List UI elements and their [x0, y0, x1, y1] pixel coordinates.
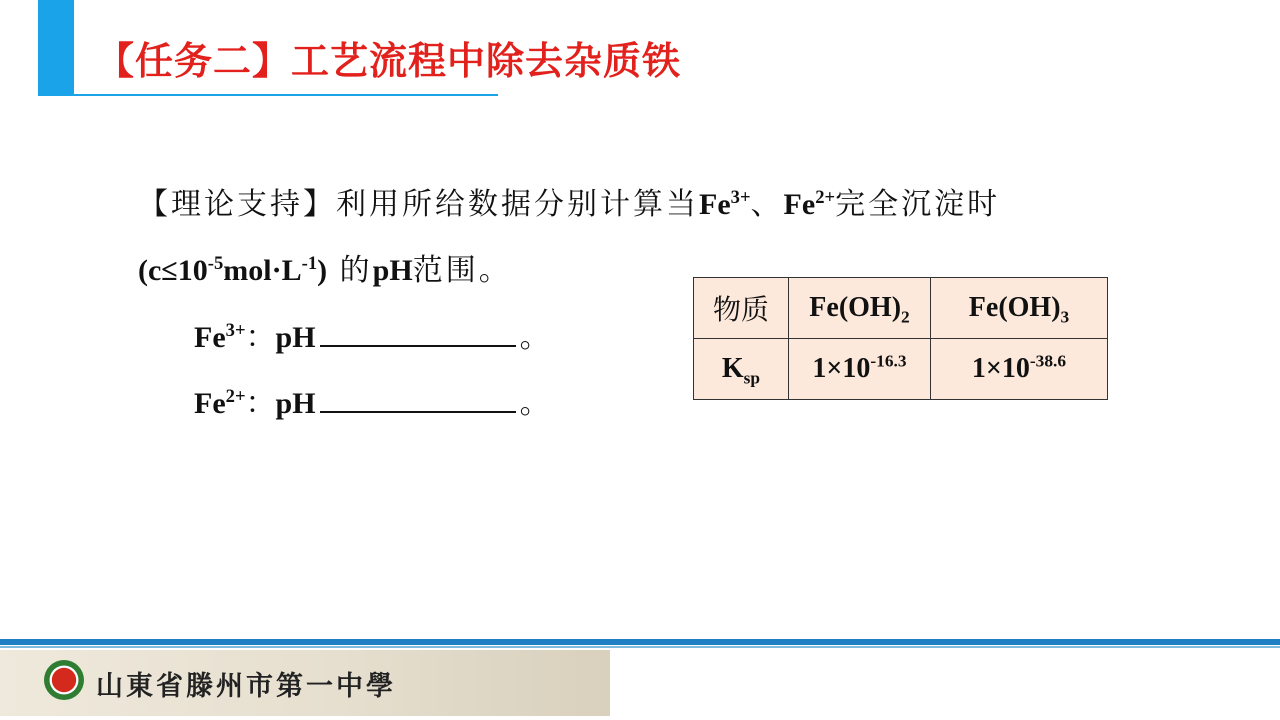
ksp-table-value-row	[694, 339, 1108, 400]
answer-fe3-period: 。	[519, 320, 550, 355]
fe-oh-3-subscript: 3	[1060, 307, 1070, 327]
ksp-fe-oh-3-exponent: -38.6	[1029, 351, 1067, 371]
cell-fe-oh-2	[789, 278, 931, 339]
answer-fe3-ph: pH	[275, 321, 316, 354]
answer-fe2-ion	[194, 387, 246, 421]
fe2-charge: 2+	[815, 187, 836, 208]
ksp-table-header-row	[694, 278, 1108, 339]
fe2-symbol: Fe	[783, 188, 816, 221]
intro-ph: pH	[372, 254, 413, 287]
ksp-subscript: sp	[743, 368, 761, 388]
answer-fe2-period: 。	[519, 386, 550, 421]
answer-fe2-colon: ：	[245, 386, 276, 421]
ksp-k: K	[721, 353, 744, 384]
fe-oh-3-formula: Fe(OH)	[968, 292, 1061, 323]
cell-fe-oh-3	[931, 278, 1108, 339]
fe3-charge: 3+	[730, 187, 751, 208]
condition-exp-2: -1	[301, 253, 318, 274]
intro-de: 的	[327, 253, 373, 288]
condition	[138, 254, 327, 287]
footer-rule-thin	[0, 646, 1280, 648]
school-logo-icon	[44, 660, 84, 700]
ksp-table	[693, 277, 1108, 400]
answer-fe2-ph: pH	[275, 387, 316, 420]
page-title: 【任务二】工艺流程中除去杂质铁	[96, 39, 682, 83]
ksp-fe-oh-3-mantissa: 1×10	[971, 353, 1030, 384]
answer-fe3-blank	[320, 343, 516, 347]
intro-separator: 、	[750, 187, 784, 222]
intro-line-1	[138, 172, 1138, 238]
answer-row-fe3	[194, 312, 550, 356]
answer-fe3-colon: ：	[245, 320, 276, 355]
condition-end: )	[317, 254, 328, 287]
title-underline	[74, 94, 498, 96]
cell-substance-label: 物质	[694, 278, 789, 339]
cell-ksp-fe-oh-2	[789, 339, 931, 400]
condition-unit: mol·L	[223, 254, 302, 287]
answer-fe3-charge: 3+	[225, 320, 246, 341]
fe-oh-2-formula: Fe(OH)	[809, 292, 902, 323]
fe-oh-2-subscript: 2	[901, 307, 910, 327]
title-accent-bar	[38, 0, 74, 96]
condition-exp-1: -5	[207, 253, 224, 274]
fe3-ion	[699, 188, 751, 221]
ksp-fe-oh-2-exponent: -16.3	[870, 351, 907, 371]
answer-fe3-symbol: Fe	[194, 321, 226, 354]
footer-rule	[0, 639, 1280, 645]
answer-fe2-blank	[320, 409, 516, 413]
answer-fe3-ion	[194, 321, 246, 355]
answer-fe2-charge: 2+	[225, 386, 246, 407]
condition-start: (c≤10	[138, 254, 208, 287]
cell-ksp-fe-oh-3	[931, 339, 1108, 400]
fe3-symbol: Fe	[699, 188, 731, 221]
intro-prefix: 【理论支持】利用所给数据分别计算当	[138, 187, 699, 222]
ksp-fe-oh-2-mantissa: 1×10	[812, 353, 871, 384]
fe2-ion	[784, 188, 836, 221]
school-name: 山東省滕州市第一中學	[96, 671, 396, 702]
cell-ksp-label	[694, 339, 789, 400]
intro-range: 范围。	[412, 253, 512, 288]
intro-suffix: 完全沉淀时	[835, 187, 1001, 222]
answer-row-fe2	[194, 378, 550, 422]
answer-fe2-symbol: Fe	[194, 387, 226, 420]
